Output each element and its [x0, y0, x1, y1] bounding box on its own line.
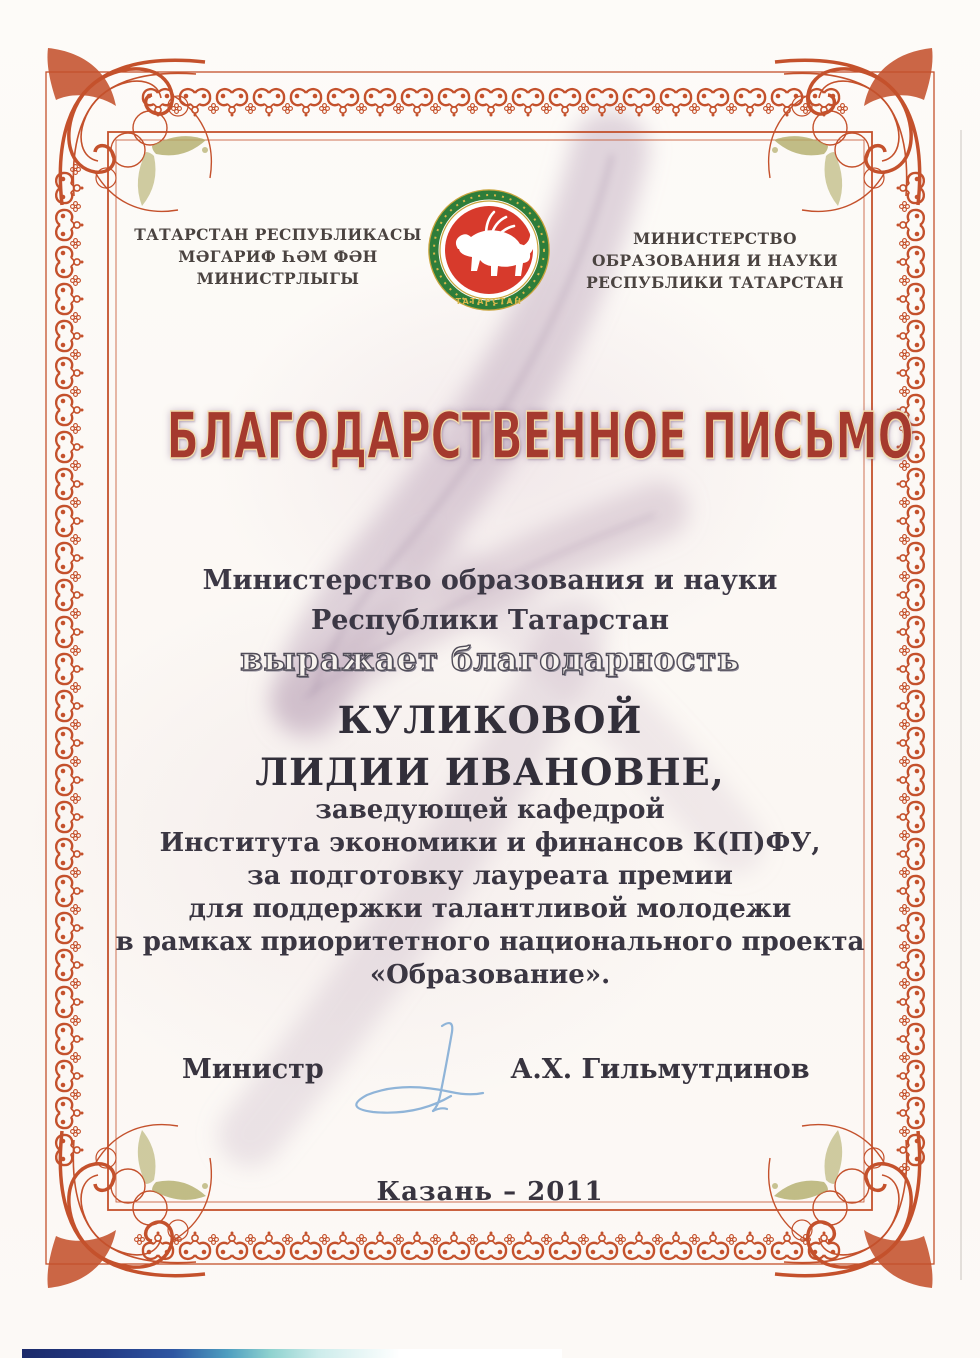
recipient-name: [0, 694, 980, 798]
body-line: «Образование».: [369, 960, 611, 990]
org-line: МӘГАРИФ ҺӘМ ФӘН: [178, 247, 378, 266]
citation-body: [0, 794, 980, 992]
org-line: РЕСПУБЛИКИ ТАТАРСТАН: [586, 273, 844, 292]
emblem-ring-text: ТАТАРСТАН: [455, 297, 523, 306]
scanner-line-artifact: [960, 130, 962, 1280]
body-line: Института экономики и финансов К(П)ФУ,: [159, 828, 821, 858]
recipient-line: КУЛИКОВОЙ: [337, 698, 643, 742]
handwritten-signature: [320, 1008, 530, 1133]
org-name-russian: [560, 228, 870, 294]
recipient-line: ЛИДИИ ИВАНОВНЕ,: [255, 750, 725, 794]
certificate-title: БЛАГОДАРСТВЕННОЕ ПИСЬМО: [166, 400, 914, 474]
body-line: в рамках приоритетного национального проекта: [115, 927, 865, 957]
city-year: Казань – 2011: [376, 1177, 604, 1207]
org-line: ОБРАЗОВАНИЯ И НАУКИ: [591, 251, 839, 270]
salutation-text: выражает благодарность: [240, 640, 740, 678]
org-line: МИНИСТРЛЫГЫ: [196, 269, 360, 288]
org-name-tatar: [118, 224, 438, 290]
org-line: ТАТАРСТАН РЕСПУБЛИКАСЫ: [134, 225, 422, 244]
issuer-line: Республики Татарстан: [310, 605, 670, 636]
tatarstan-emblem: [423, 186, 555, 318]
body-line: за подготовку лауреата премии: [247, 861, 733, 891]
body-line: заведующей кафедрой: [315, 795, 665, 825]
org-line: МИНИСТЕРСТВО: [633, 229, 797, 248]
signer-name: А.Х. Гильмутдинов: [510, 1054, 810, 1085]
body-line: для поддержки талантливой молодежи: [188, 894, 792, 924]
signer-role: Министр: [182, 1054, 324, 1085]
scanner-edge-artifact: [22, 1349, 562, 1358]
issuer-block: [0, 561, 980, 641]
issuer-line: Министерство образования и науки: [202, 565, 778, 596]
